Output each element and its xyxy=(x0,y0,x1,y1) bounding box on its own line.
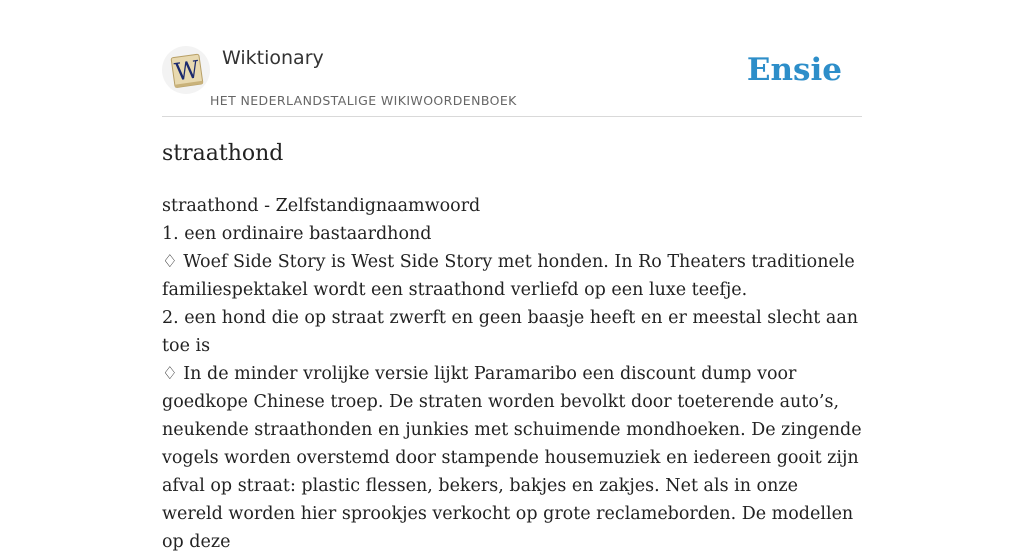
wiktionary-tile-icon xyxy=(162,46,210,94)
entry-title: straathond xyxy=(162,141,284,166)
ensie-brand-logo[interactable]: Ensie xyxy=(746,52,842,88)
wiktionary-logo-icon[interactable] xyxy=(162,46,210,94)
definition-2: 2. een hond die op straat zwerft en geen baasje heeft en er meestal slecht aan toe is xyxy=(162,308,859,356)
example-2: ♢ In de minder vrolijke versie lijkt Paramaribo een discount dump voor goedkope Chinese troep. De straten worden bevolkt door toeterende auto’s, neukende straathonden en junkies met schuimende mondhoeken. De zingende vogels worden overstemd door stampende housemuziek en iedereen gooit zijn afval op straat: plastic flessen, bekers, bakjes en zakjes. Net als in onze wereld worden hier sprookjes verkocht op grote reclameborden. De modellen op deze xyxy=(162,364,862,552)
entry-definition-body xyxy=(162,192,864,556)
entry-word-class: straathond - Zelfstandignaamwoord xyxy=(162,196,481,216)
site-header xyxy=(162,40,862,117)
site-name-link[interactable]: Wiktionary xyxy=(222,47,324,69)
example-1: ♢ Woef Side Story is West Side Story met honden. In Ro Theaters traditionele familiespektakel wordt een straathond verliefd op een luxe teefje. xyxy=(162,252,855,300)
logo-letter: W xyxy=(172,55,202,87)
site-tagline: HET NEDERLANDSTALIGE WIKIWOORDENBOEK xyxy=(210,93,517,108)
definition-1: 1. een ordinaire bastaardhond xyxy=(162,224,432,244)
